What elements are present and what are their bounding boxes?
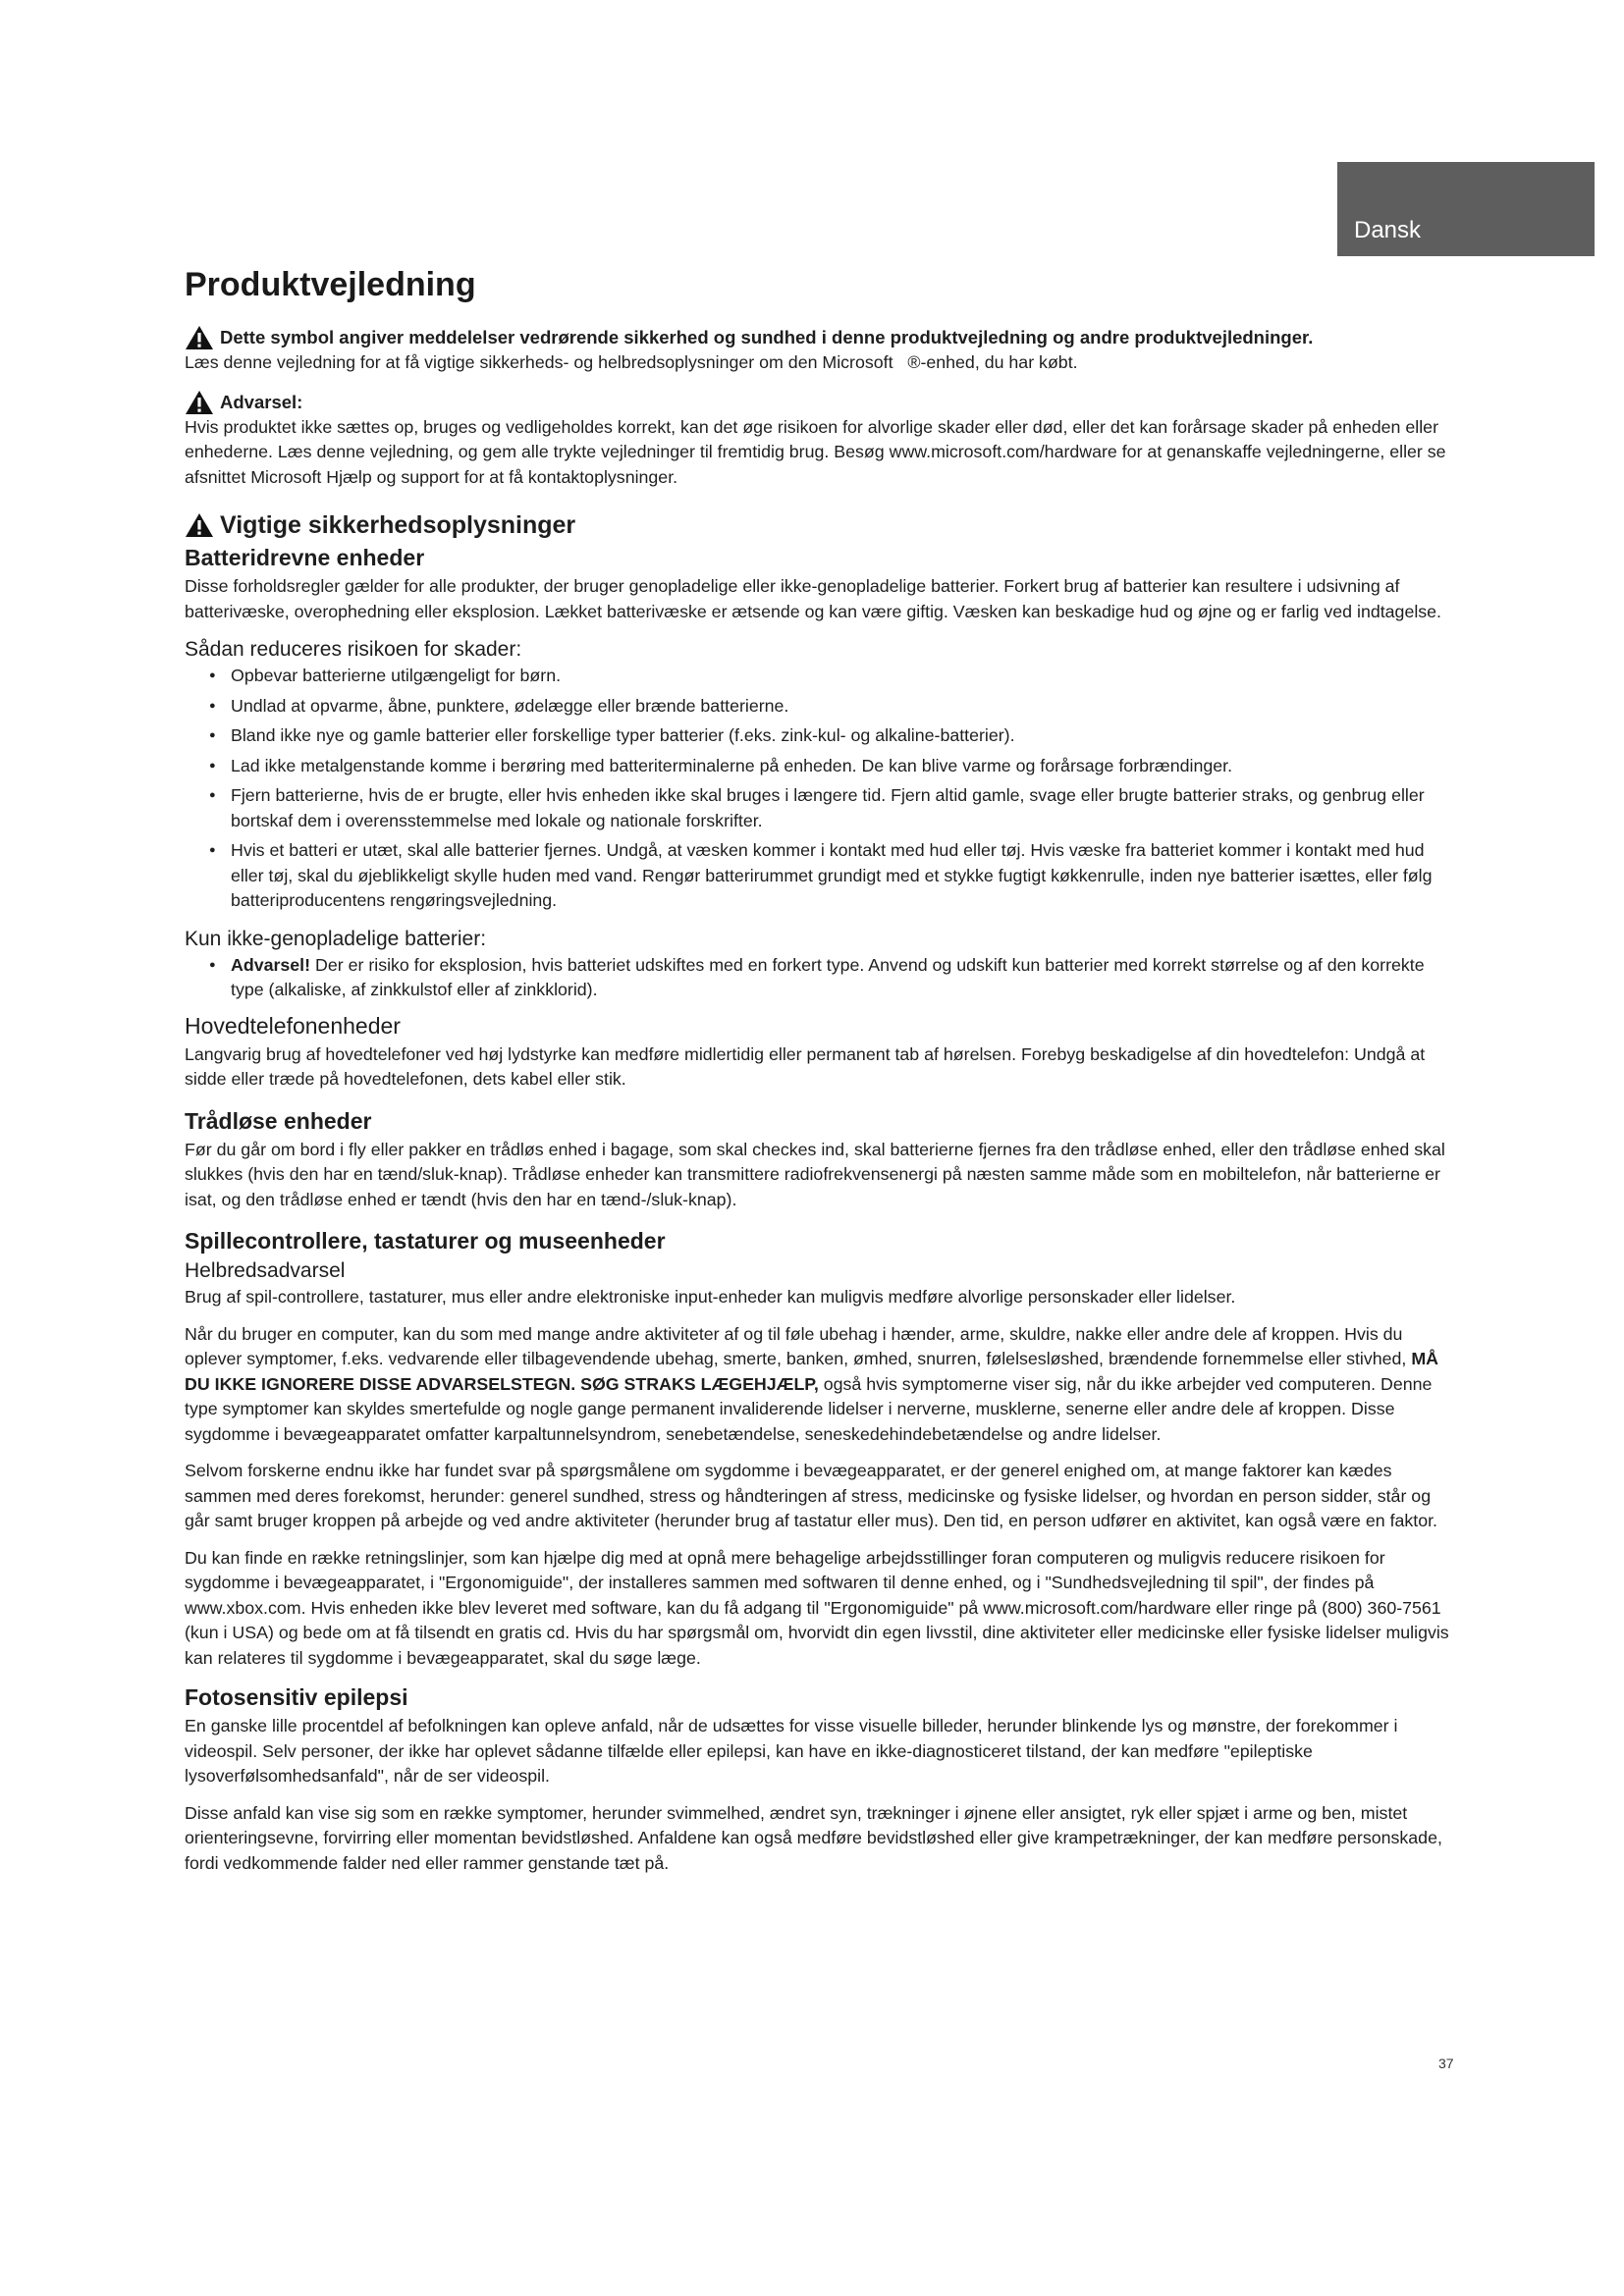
health-warning-heading: Helbredsadvarsel	[185, 1259, 346, 1283]
health-paragraph-3: Selvom forskerne endnu ikke har fundet svar på spørgsmålene om sygdomme i bevægeapparatet, er der generel enighed om, at mange faktorer kan kædes sammen med deres forekomst, herunder: generel sundhed, stress og håndteringen af stress, medicinske og fysiske lidelser, og hvordan en person sidder, står og går samt bruger kroppen på arbejde og ved andre aktiviteter (herunder brug af tastatur eller mus). Den tid, en person udfører en aktivitet, kan også være en faktor.	[185, 1461, 1437, 1531]
health-paragraph-1: Brug af spil-controllere, tastaturer, mus eller andre elektroniske input-enheder kan muligvis medføre alvorlige personskader eller lidelser.	[185, 1287, 1236, 1308]
reduce-risk-heading: Sådan reduceres risikoen for skader:	[185, 638, 522, 662]
epilepsy-paragraph-1: En ganske lille procentdel af befolkningen kan opleve anfald, når de udsættes for visse visuelle billeder, herunder blinkende lys og mønstre, der forekommer i videospil. Selv personer, der ikke har oplevet sådanne tilfælde eller epilepsi, kan have en ikke-diagnosticeret tilstand, der kan medføre "epileptiske lysoverfølsomhedsanfald", når de ser videospil.	[185, 1716, 1398, 1787]
warning-triangle-icon	[185, 390, 214, 415]
health-p2-start: Når du bruger en computer, kan du som med mange andre aktiviteter af og til føle ubehag i hænder, arme, skuldre, nakke eller andre dele af kroppen. Hvis du oplever symptomer, f.eks. vedvarende eller tilbagevendende ubehag, smerte, banken, ømhed, snurren, følelsesløshed, brændende fornemmelse eller stivhed,	[185, 1323, 1412, 1369]
list-item: ● Lad ikke metalgenstande komme i berøring med batteriterminalerne på enheden. De kan blive varme og forårsage forbrændinger.	[185, 754, 1451, 779]
advarsel-text: Hvis produktet ikke sættes op, bruges og vedligeholdes korrekt, kan det øge risikoen for alvorlige skader eller død, eller det kan forårsage skader på enheden eller enhederne. Læs denne vejledning, og gem alle trykte vejledninger til fremtidig brug. Besøg www.microsoft.com/hardware for at genanskaffe vejledningerne, eller se afsnittet Microsoft Hjælp og support for at få kontaktoplysninger.	[185, 416, 1446, 487]
safety-heading-text: Vigtige sikkerhedsoplysninger	[220, 511, 576, 540]
wireless-text: Før du går om bord i fly eller pakker en trådløs enhed i bagage, som skal checkes ind, skal batterierne fjernes fra den trådløse enhed, eller den trådløse enhed skal slukkes (hvis den har en tænd/sluk-knap). Trådløse enheder kan transmittere radiofrekvensenergi på næsten samme måde som en mobiltelefon, når batterierne er isat, og den trådløse enhed er tændt (hvis den har en tænd-/sluk-knap).	[185, 1139, 1445, 1209]
nonrechargeable-heading: Kun ikke-genopladelige batterier:	[185, 927, 487, 950]
safety-heading	[185, 509, 1451, 541]
advarsel-heading	[185, 390, 1451, 415]
list-item: ● Opbevar batterierne utilgængeligt for børn.	[185, 664, 1451, 689]
list-item: ● Hvis et batteri er utæt, skal alle batterier fjernes. Undgå, at væsken kommer i kontakt med hud eller tøj. Hvis væske fra batteriet kommer i kontakt med hud eller tøj, skal du øjeblikkeligt skylle huden med vand. Rengør batterirummet grundigt med et stykke fugtigt køkkenrulle, inden nye batterier isættes, eller følg batteriproducentens rengøringsvejledning.	[185, 838, 1451, 914]
page-title: Produktvejledning	[185, 266, 476, 303]
list-item: ● Undlad at opvarme, åbne, punktere, ødelægge eller brænde batterierne.	[185, 694, 1451, 720]
game-devices-heading: Spillecontrollere, tastaturer og museenheder	[185, 1228, 666, 1255]
health-paragraph-2	[185, 1322, 1451, 1448]
safety-symbol-note	[185, 325, 1451, 350]
headphones-text: Langvarig brug af hovedtelefoner ved høj lydstyrke kan medføre midlertidig eller permanent tab af hørelsen. Forebyg beskadigelse af din hovedtelefon: Undgå at sidde eller træde på hovedtelefonen, dets kabel eller stik.	[185, 1043, 1426, 1090]
list-item: ● Bland ikke nye og gamle batterier eller forskellige typer batterier (f.eks. zink-kul- og alkaline-batterier).	[185, 723, 1451, 749]
nonrechargeable-text: Der er risiko for eksplosion, hvis batteriet udskiftes med en forkert type. Anvend og udskift kun batterier med korrekt størrelse og af den korrekte type (alkaliske, af zinkkulstof eller af zinkklorid).	[231, 954, 1425, 1000]
wireless-heading: Trådløse enheder	[185, 1107, 372, 1134]
health-p2-end: også hvis symptomerne viser sig, når du ikke arbejder ved computeren. Denne type symptomer kan skyldes smertefulde og nogle gange permanent invaliderende lidelser i nerverne, musklerne, senerne eller andre dele af kroppen. Disse sygdomme i bevægeapparatet omfatter karpaltunnelsyndrom, senebetændelse, seneskedehindebetændelse og andre lidelser.	[185, 1373, 1433, 1444]
language-label: Dansk	[1354, 217, 1422, 243]
headphones-heading: Hovedtelefonenheder	[185, 1012, 401, 1039]
document-body	[185, 267, 1451, 1888]
list-item	[185, 953, 1451, 1003]
health-paragraph-4: Du kan finde en række retningslinjer, som kan hjælpe dig med at opnå mere behagelige arbejdsstillinger foran computeren og muligvis reducere risikoen for sygdomme i bevægeapparatet, i "Ergonomiguide", der installeres sammen med softwaren til denne enhed, og i "Sundhedsvejledning til spil", der findes på www.xbox.com. Hvis enheden ikke blev leveret med software, kan du få adgang til "Ergonomiguide" på www.microsoft.com/hardware eller ringe på (800) 360-7561 (kun i USA) og bede om at få tilsendt en gratis cd. Hvis du har spørgsmål om, hvorvidt din egen livsstil, dine aktiviteter eller medicinske eller fysiske lidelser muligvis kan relateres til sygdomme i bevægeapparatet, skal du søge læge.	[185, 1547, 1449, 1668]
health-p2-bold: MÅ DU IKKE IGNORERE DISSE ADVARSELSTEGN. SØG STRAKS LÆGEHJÆLP,	[185, 1349, 1438, 1394]
advarsel-label: Advarsel:	[220, 391, 303, 412]
language-tab	[1337, 162, 1595, 256]
warning-triangle-icon	[185, 512, 214, 538]
nonrechargeable-warning-label: Advarsel!	[231, 954, 311, 975]
battery-heading: Batteridrevne enheder	[185, 545, 425, 571]
symbol-note-text: Dette symbol angiver meddelelser vedrørende sikkerhed og sundhed i denne produktvejledning og andre produktvejledninger.	[220, 327, 1314, 348]
read-note: Læs denne vejledning for at få vigtige sikkerheds- og helbredsoplysninger om den Microsoft ®-enhed, du har købt.	[185, 352, 1078, 373]
list-item: ● Fjern batterierne, hvis de er brugte, eller hvis enheden ikke skal bruges i længere tid. Fjern altid gamle, svage eller brugte batterier straks, og genbrug eller bortskaf dem i overensstemmelse med lokale og nationale forskrifter.	[185, 783, 1451, 833]
warning-triangle-icon	[185, 325, 214, 350]
nonrechargeable-list	[185, 953, 1451, 1003]
page-number: 37	[1438, 2056, 1454, 2071]
epilepsy-paragraph-2: Disse anfald kan vise sig som en række symptomer, herunder svimmelhed, ændret syn, trækninger i øjnene eller ansigtet, ryk eller spjæt i arme og ben, mistet orienteringsevne, forvirring eller momentan bevidstløshed. Anfaldene kan også medføre bevidstløshed eller give krampetrækninger, der kan medføre personskade, fordi vedkommende falder ned eller rammer genstande tæt på.	[185, 1802, 1442, 1873]
epilepsy-heading: Fotosensitiv epilepsi	[185, 1684, 408, 1711]
battery-precautions-list	[185, 664, 1451, 914]
battery-text: Disse forholdsregler gælder for alle produkter, der bruger genopladelige eller ikke-genopladelige batterier. Forkert brug af batterier kan resultere i udsivning af batterivæske, overophedning eller eksplosion. Lækket batterivæske er ætsende og kan være giftig. Væsken kan beskadige hud og øjne og er farlig ved indtagelse.	[185, 576, 1441, 621]
